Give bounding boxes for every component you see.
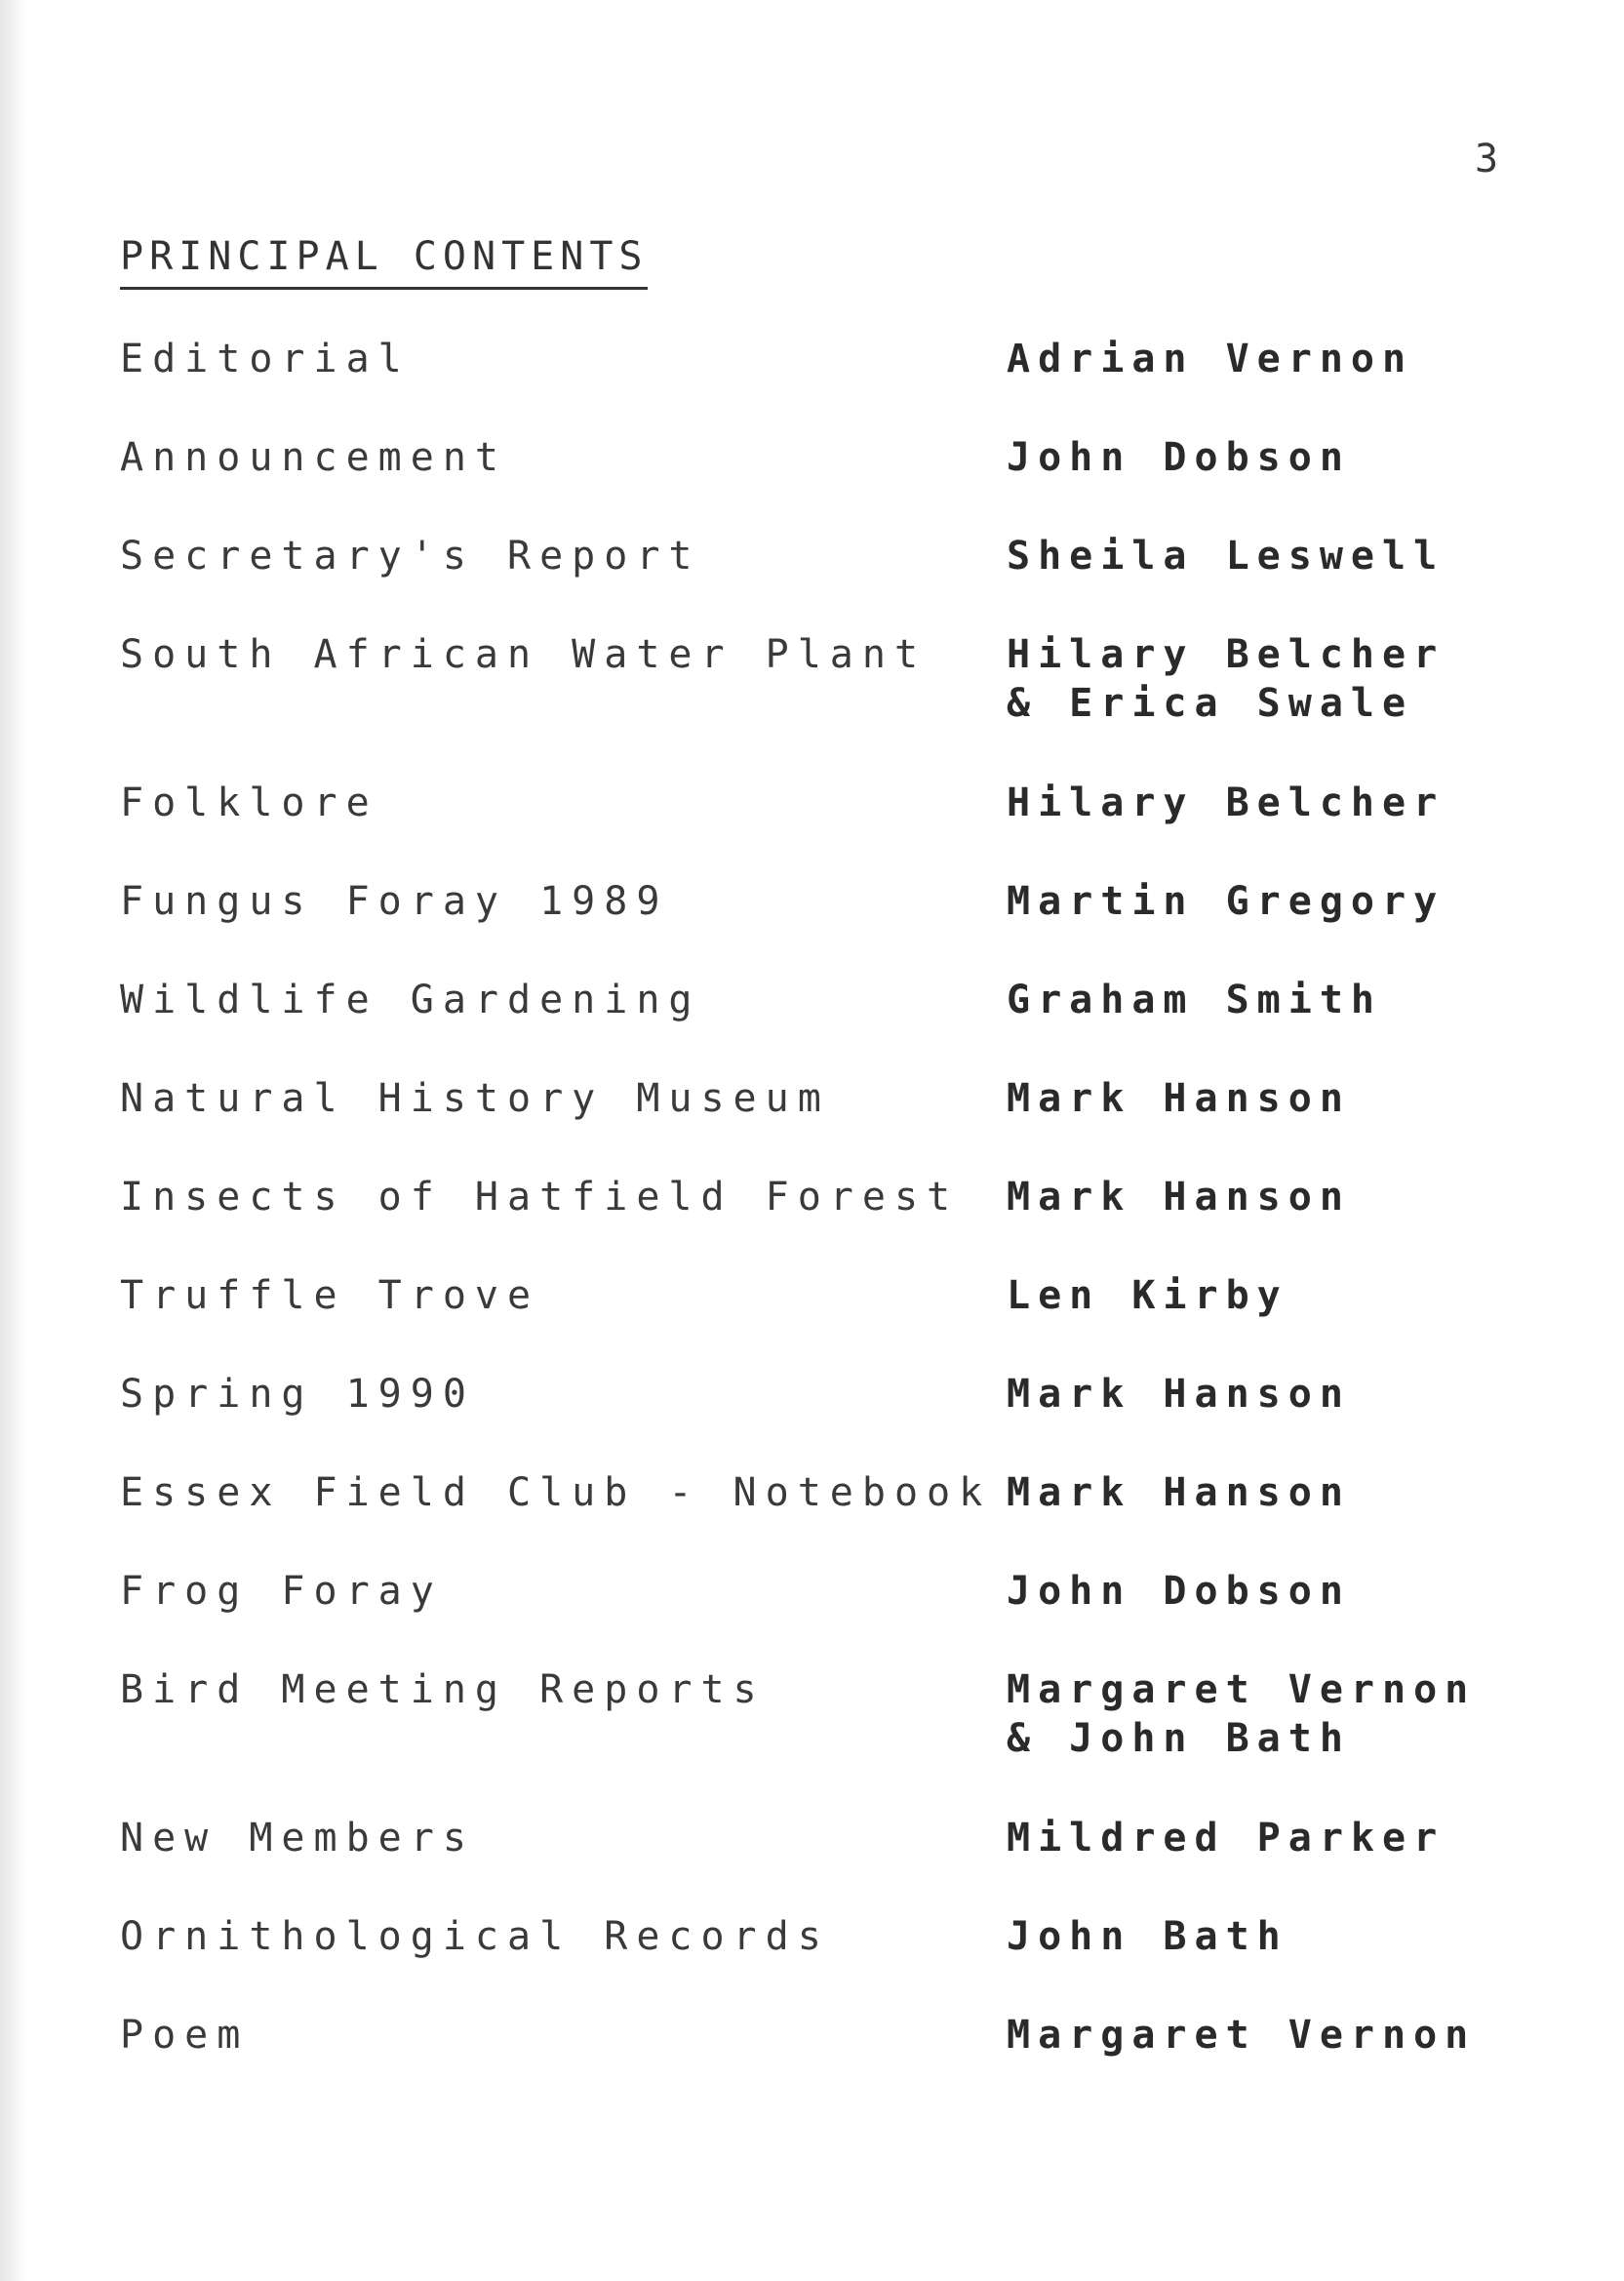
page-number: 3 [1475,137,1503,181]
toc-entry-author [1007,1567,1351,1616]
toc-entry-title: South African Water Plant [120,632,928,677]
toc-entry-author [1007,779,1445,827]
toc-entry-title: Folklore [120,780,378,825]
author-line: Adrian Vernon [1007,337,1414,381]
page-title: PRINCIPAL CONTENTS [120,234,648,290]
toc-entry-author [1007,1074,1351,1123]
toc-entry-title: Natural History Museum [120,1076,830,1121]
author-line: Mark Hanson [1007,1175,1351,1220]
author-line: Graham Smith [1007,978,1382,1022]
toc-entry [0,630,1624,747]
toc-entry-author [1007,1271,1288,1320]
toc-entry-author [1007,1370,1351,1419]
toc-entry-title: Poem [120,2013,250,2058]
toc-entry-title: Bird Meeting Reports [120,1667,766,1712]
toc-entry-author [1007,335,1413,383]
author-line: Hilary Belcher [1007,780,1446,825]
toc-entry-author [1007,630,1445,728]
toc-entry-title: Announcement [120,435,507,480]
toc-entry-title: Insects of Hatfield Forest [120,1175,960,1220]
toc-entry-title: Ornithological Records [120,1914,830,1959]
toc-entry [0,2011,1624,2128]
author-line: Len Kirby [1007,1273,1288,1318]
author-line-2: & Erica Swale [1007,681,1414,726]
toc-entry-title: Frog Foray [120,1569,443,1614]
toc-entry-title: New Members [120,1816,475,1861]
toc-entry-title: Editorial [120,337,411,381]
author-line: Margaret Vernon [1007,1667,1477,1712]
toc-entry-author [1007,1912,1288,1961]
toc-entry-author [1007,433,1351,482]
toc-entry-author [1007,2011,1476,2060]
author-line: Hilary Belcher [1007,632,1446,677]
toc-entry-title: Secretary's Report [120,534,701,579]
toc-entry-author [1007,877,1445,926]
author-line: John Dobson [1007,435,1351,480]
toc-entry-author [1007,1665,1476,1763]
toc-entry-author [1007,1173,1351,1221]
author-line: Mark Hanson [1007,1372,1351,1417]
author-line: Mark Hanson [1007,1470,1351,1515]
author-line: Margaret Vernon [1007,2013,1477,2058]
author-line: Mark Hanson [1007,1076,1351,1121]
author-line: John Dobson [1007,1569,1351,1614]
author-line-2: & John Bath [1007,1716,1351,1761]
author-line: John Bath [1007,1914,1288,1959]
toc-entry-title: Wildlife Gardening [120,978,701,1022]
toc-entry-title: Truffle Trove [120,1273,540,1318]
toc-entry-title: Fungus Foray 1989 [120,879,669,924]
toc-entry-author [1007,1468,1351,1517]
toc-entry-author [1007,1814,1445,1862]
toc-entry [0,1665,1624,1782]
toc-entry-author [1007,532,1445,580]
author-line: Martin Gregory [1007,879,1446,924]
author-line: Mildred Parker [1007,1816,1446,1861]
toc-entry-title: Essex Field Club - Notebook [120,1470,992,1515]
toc-entry-title: Spring 1990 [120,1372,475,1417]
author-line: Sheila Leswell [1007,534,1446,579]
toc-entry-author [1007,976,1382,1024]
